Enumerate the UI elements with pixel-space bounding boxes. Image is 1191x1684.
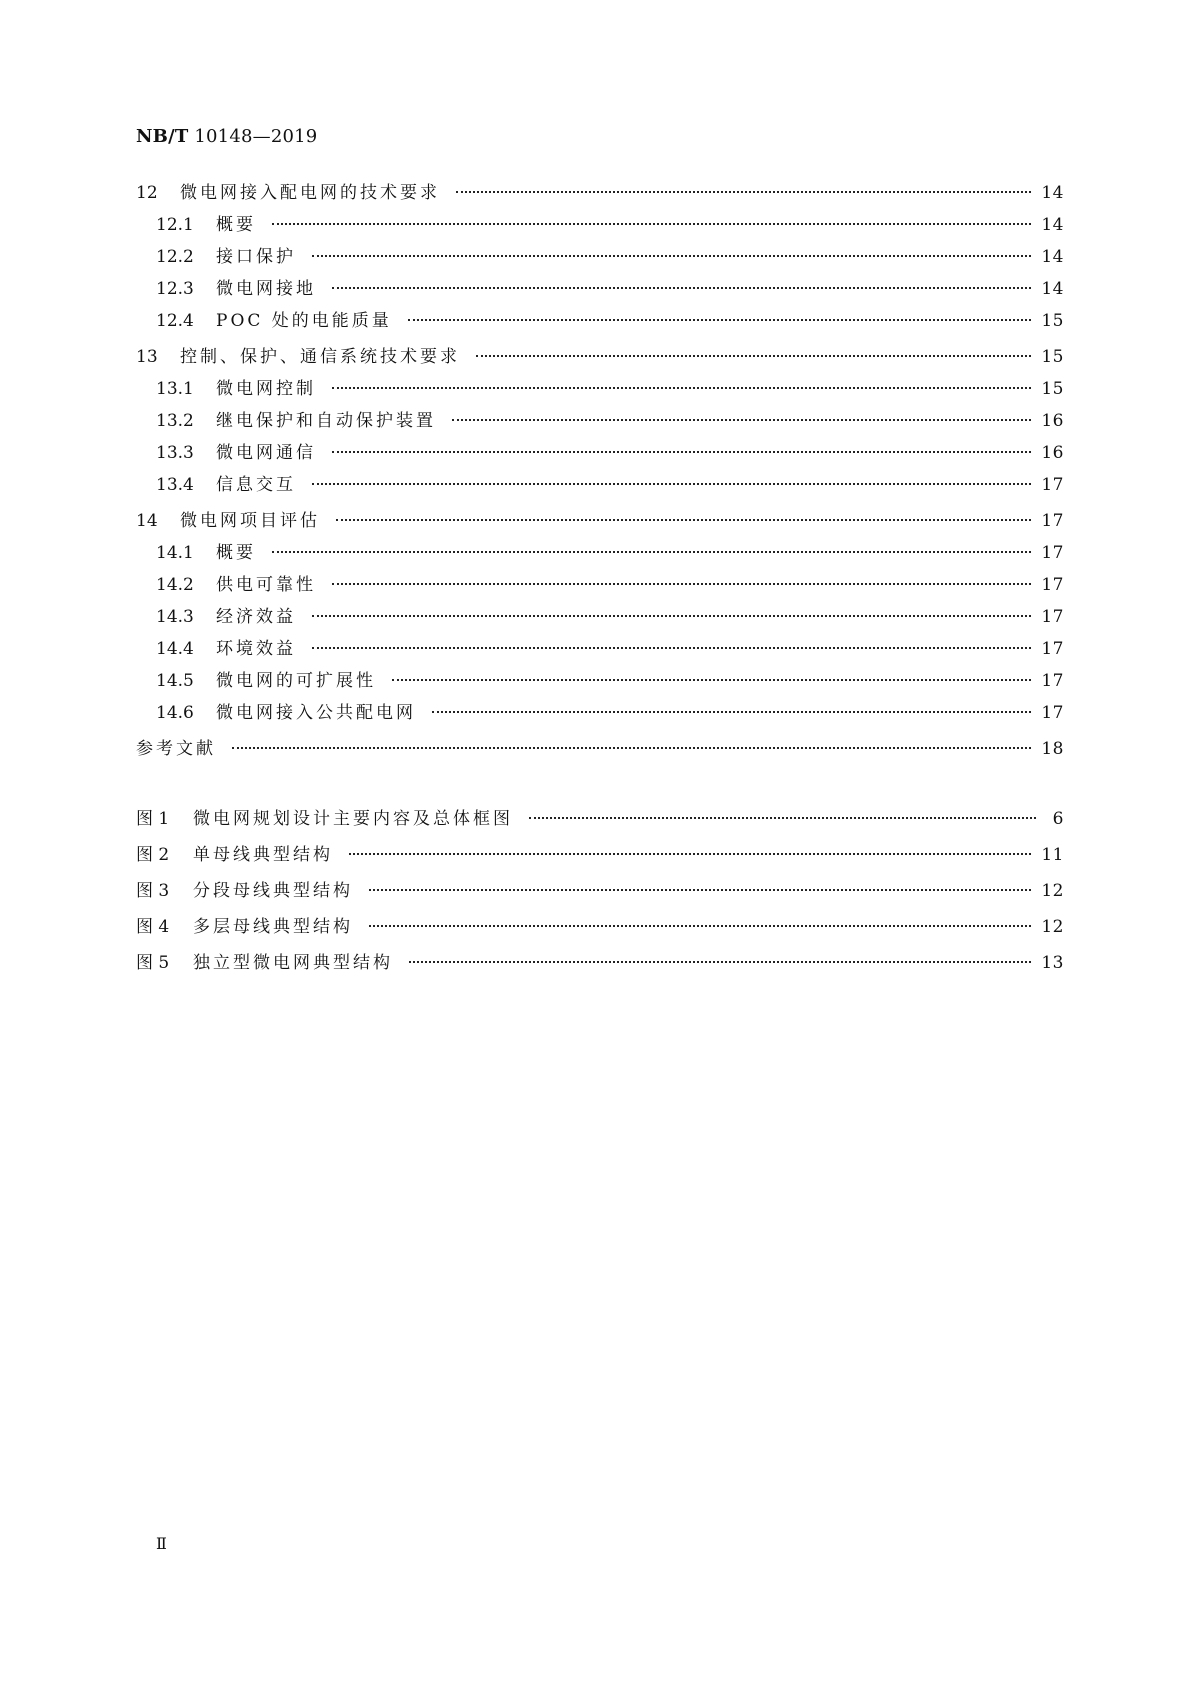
entry-number: 12.1 xyxy=(156,215,194,235)
entry-number: 14.3 xyxy=(156,607,194,627)
entry-title: 多层母线典型结构 xyxy=(193,917,353,937)
dot-leader xyxy=(409,961,1031,963)
entry-number: 14.1 xyxy=(156,543,194,563)
entry-title: 信息交互 xyxy=(216,475,296,495)
dot-leader xyxy=(332,451,1031,453)
toc-subsection-entry[interactable] xyxy=(136,242,1064,274)
entry-page-number: 17 xyxy=(1041,511,1064,531)
dot-leader xyxy=(452,419,1031,421)
entry-title: 单母线典型结构 xyxy=(193,845,333,865)
standard-prefix: NB/T xyxy=(136,126,189,147)
entry-page-number: 11 xyxy=(1041,845,1064,865)
entry-number: 13.1 xyxy=(156,379,194,399)
entry-title: 环境效益 xyxy=(216,639,296,659)
toc-subsection-entry[interactable] xyxy=(136,634,1064,666)
entry-number: 14.4 xyxy=(156,639,194,659)
dot-leader xyxy=(349,853,1031,855)
toc-subsection-entry[interactable] xyxy=(136,698,1064,730)
dot-leader xyxy=(272,223,1031,225)
entry-title: 概要 xyxy=(216,543,256,563)
dot-leader xyxy=(476,355,1031,357)
entry-page-number: 17 xyxy=(1041,639,1064,659)
entry-title: 接口保护 xyxy=(216,247,296,267)
toc-subsection-entry[interactable] xyxy=(136,438,1064,470)
toc-subsection-entry[interactable] xyxy=(136,210,1064,242)
entry-page-number: 14 xyxy=(1041,183,1064,203)
entry-number: 12 xyxy=(136,183,158,203)
dot-leader xyxy=(456,191,1031,193)
toc-figure-entry[interactable] xyxy=(136,948,1064,984)
toc-subsection-entry[interactable] xyxy=(136,470,1064,502)
entry-title: 微电网规划设计主要内容及总体框图 xyxy=(193,809,513,829)
entry-title: 微电网的可扩展性 xyxy=(216,671,376,691)
entry-number: 图 1 xyxy=(136,809,170,829)
entry-page-number: 13 xyxy=(1041,953,1064,973)
entry-page-number: 15 xyxy=(1041,347,1064,367)
dot-leader xyxy=(529,817,1036,819)
toc-subsection-entry[interactable] xyxy=(136,538,1064,570)
toc-figure-entry[interactable] xyxy=(136,912,1064,948)
entry-page-number: 6 xyxy=(1052,809,1064,829)
entry-number: 14.6 xyxy=(156,703,194,723)
dot-leader xyxy=(232,747,1031,749)
dot-leader xyxy=(312,647,1031,649)
toc-subsection-entry[interactable] xyxy=(136,374,1064,406)
entry-title: 微电网接地 xyxy=(216,279,316,299)
dot-leader xyxy=(312,615,1031,617)
entry-title: 继电保护和自动保护装置 xyxy=(216,411,436,431)
toc-figure-entry[interactable] xyxy=(136,804,1064,840)
entry-page-number: 14 xyxy=(1041,247,1064,267)
standard-header xyxy=(136,126,317,147)
dot-leader xyxy=(272,551,1031,553)
entry-page-number: 12 xyxy=(1041,917,1064,937)
table-of-contents xyxy=(136,178,1064,984)
entry-page-number: 17 xyxy=(1041,575,1064,595)
entry-number: 13 xyxy=(136,347,158,367)
standard-number: 10148—2019 xyxy=(194,126,318,147)
dot-leader xyxy=(332,287,1031,289)
entry-page-number: 17 xyxy=(1041,671,1064,691)
entry-page-number: 12 xyxy=(1041,881,1064,901)
dot-leader xyxy=(332,583,1031,585)
dot-leader xyxy=(312,255,1031,257)
entry-number: 图 5 xyxy=(136,953,170,973)
entry-title: POC 处的电能质量 xyxy=(216,311,392,331)
entry-number: 14.2 xyxy=(156,575,194,595)
dot-leader xyxy=(369,925,1031,927)
entry-title: 控制、保护、通信系统技术要求 xyxy=(180,347,460,367)
entry-number: 图 4 xyxy=(136,917,170,937)
entry-title: 参考文献 xyxy=(136,739,216,759)
toc-figure-entry[interactable] xyxy=(136,876,1064,912)
entry-number: 13.3 xyxy=(156,443,194,463)
toc-figure-entry[interactable] xyxy=(136,840,1064,876)
dot-leader xyxy=(369,889,1031,891)
entry-page-number: 16 xyxy=(1041,443,1064,463)
toc-subsection-entry[interactable] xyxy=(136,570,1064,602)
entry-page-number: 14 xyxy=(1041,279,1064,299)
entry-number: 图 2 xyxy=(136,845,170,865)
entry-title: 微电网接入配电网的技术要求 xyxy=(180,183,440,203)
toc-subsection-entry[interactable] xyxy=(136,602,1064,634)
entry-title: 微电网控制 xyxy=(216,379,316,399)
entry-page-number: 16 xyxy=(1041,411,1064,431)
dot-leader xyxy=(408,319,1032,321)
entry-number: 12.4 xyxy=(156,311,194,331)
dot-leader xyxy=(336,519,1031,521)
toc-chapter-entry[interactable] xyxy=(136,178,1064,210)
entry-page-number: 14 xyxy=(1041,215,1064,235)
dot-leader xyxy=(432,711,1031,713)
dot-leader xyxy=(392,679,1031,681)
toc-subsection-entry[interactable] xyxy=(136,306,1064,338)
entry-number: 图 3 xyxy=(136,881,170,901)
entry-title: 独立型微电网典型结构 xyxy=(193,953,393,973)
entry-page-number: 17 xyxy=(1041,607,1064,627)
entry-title: 供电可靠性 xyxy=(216,575,316,595)
entry-number: 14.5 xyxy=(156,671,194,691)
entry-page-number: 17 xyxy=(1041,543,1064,563)
toc-section-list xyxy=(136,178,1064,766)
toc-chapter-entry[interactable] xyxy=(136,734,1064,766)
entry-title: 微电网通信 xyxy=(216,443,316,463)
toc-chapter-entry[interactable] xyxy=(136,506,1064,538)
entry-page-number: 15 xyxy=(1041,311,1064,331)
entry-number: 14 xyxy=(136,511,158,531)
entry-title: 微电网接入公共配电网 xyxy=(216,703,416,723)
entry-number: 12.2 xyxy=(156,247,194,267)
toc-subsection-entry[interactable] xyxy=(136,274,1064,306)
entry-title: 分段母线典型结构 xyxy=(193,881,353,901)
entry-number: 13.4 xyxy=(156,475,194,495)
toc-chapter-entry[interactable] xyxy=(136,342,1064,374)
entry-page-number: 17 xyxy=(1041,703,1064,723)
footer-page-number: Ⅱ xyxy=(156,1534,166,1553)
entry-title: 经济效益 xyxy=(216,607,296,627)
entry-page-number: 17 xyxy=(1041,475,1064,495)
entry-number: 12.3 xyxy=(156,279,194,299)
toc-subsection-entry[interactable] xyxy=(136,406,1064,438)
entry-number: 13.2 xyxy=(156,411,194,431)
dot-leader xyxy=(312,483,1031,485)
toc-subsection-entry[interactable] xyxy=(136,666,1064,698)
entry-page-number: 18 xyxy=(1041,739,1064,759)
entry-title: 微电网项目评估 xyxy=(180,511,320,531)
toc-figure-list xyxy=(136,804,1064,984)
dot-leader xyxy=(332,387,1031,389)
entry-title: 概要 xyxy=(216,215,256,235)
entry-page-number: 15 xyxy=(1041,379,1064,399)
